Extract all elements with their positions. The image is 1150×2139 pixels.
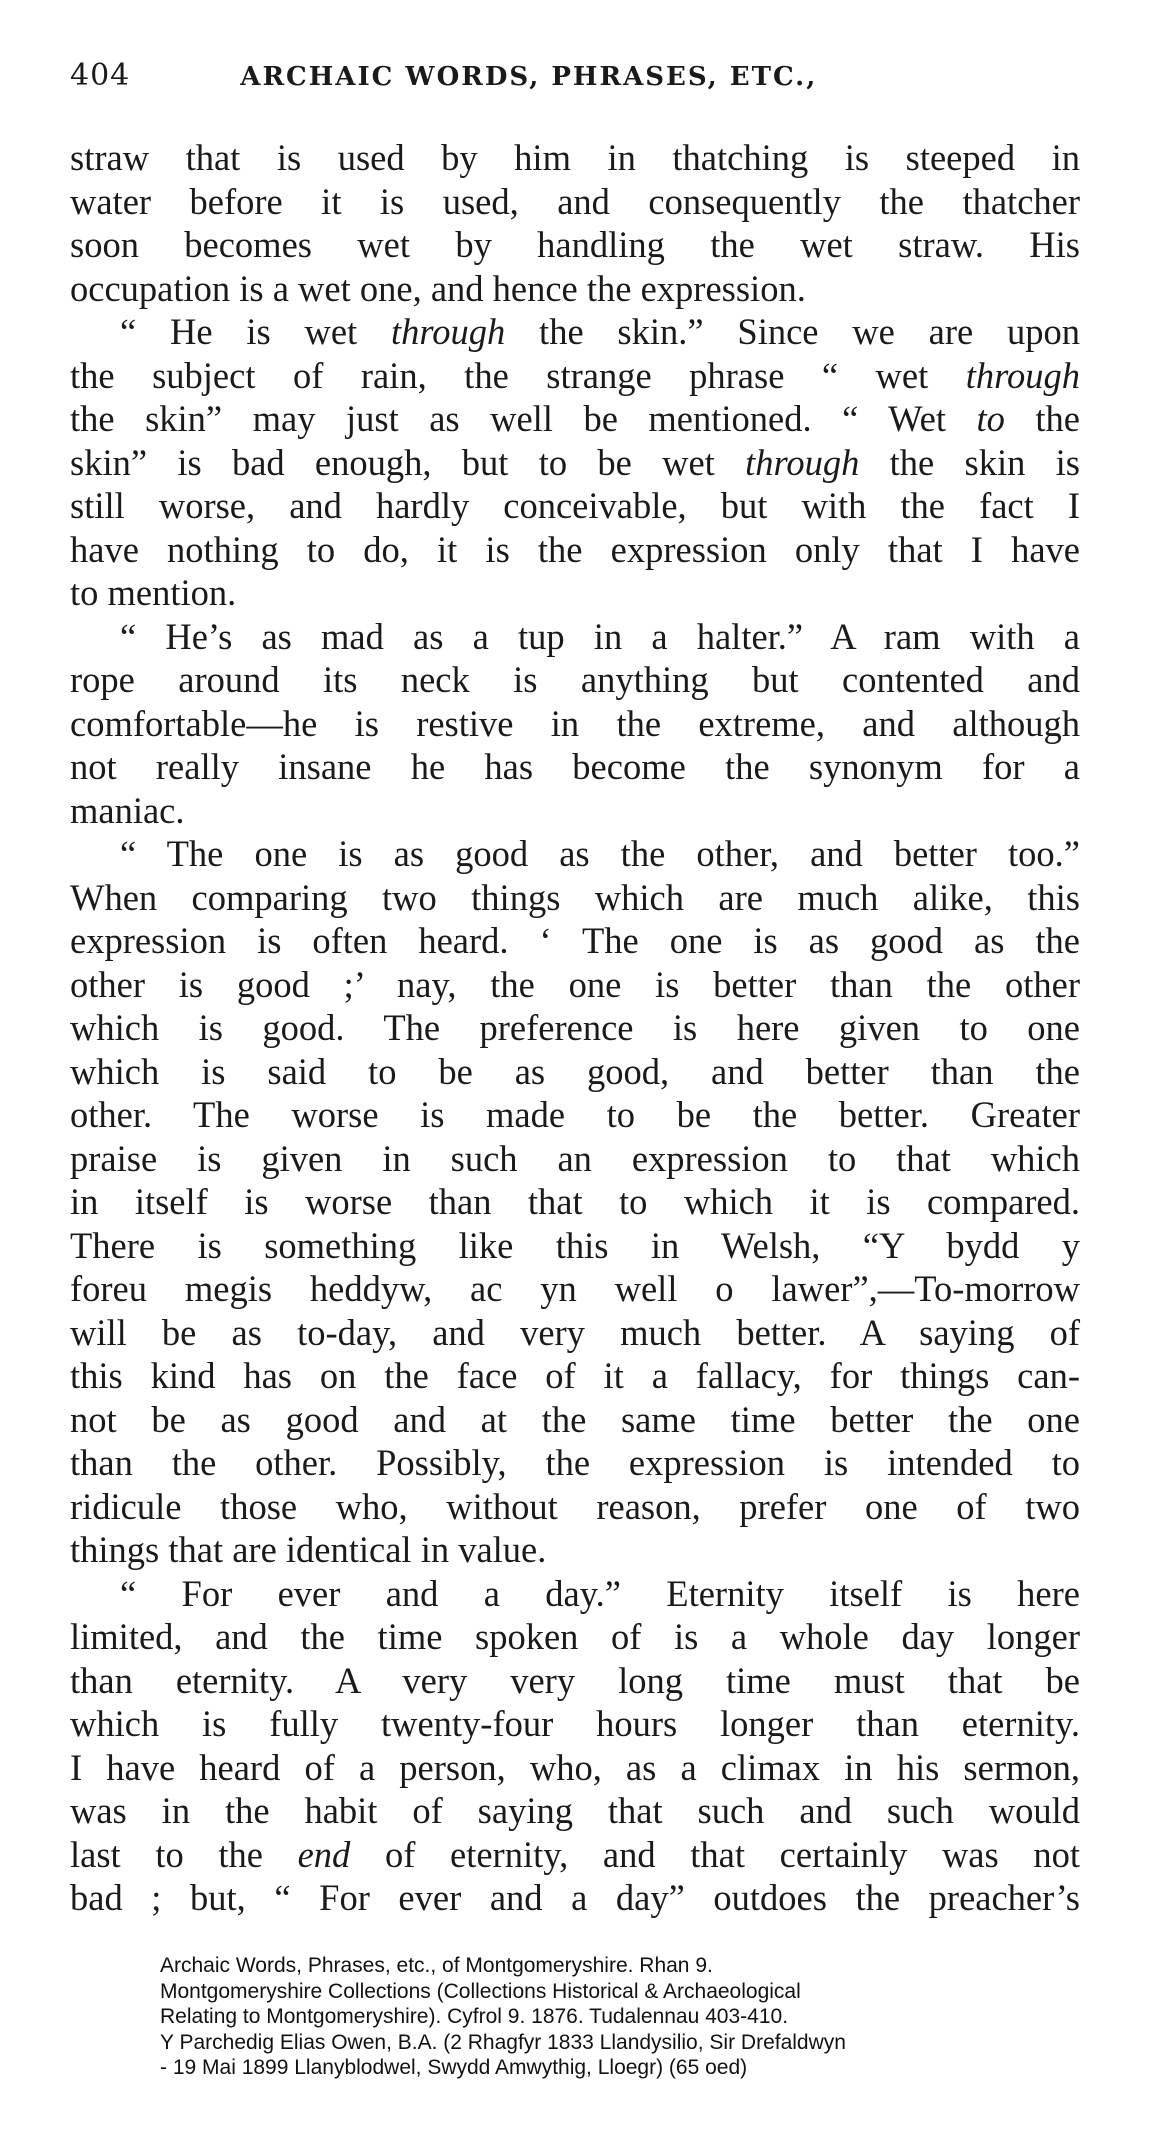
text-line <box>70 223 1080 267</box>
text-segment: “ For ever and a day.” Eternity itself is here <box>120 1572 1080 1614</box>
text-line <box>70 1572 1080 1616</box>
text-segment: which is good. The preference is here given to one <box>70 1007 1080 1048</box>
text-segment: expression is often heard. ‘ The one is as good as the <box>70 920 1080 961</box>
text-segment: this kind has on the face of it a fallacy, for things can- <box>70 1355 1080 1396</box>
text-line <box>70 745 1080 789</box>
text-segment: There is something like this in Welsh, “Y bydd y <box>70 1224 1080 1266</box>
text-segment: than eternity. A very very long time must that be <box>70 1659 1080 1701</box>
text-line <box>70 1180 1080 1224</box>
text-line <box>70 310 1080 354</box>
text-segment: not be as good and at the same time better the one <box>70 1398 1080 1440</box>
text-line <box>70 1267 1080 1311</box>
italic-text: end <box>297 1833 351 1875</box>
text-line <box>70 1528 1080 1572</box>
italic-text: through <box>745 441 860 483</box>
text-line <box>70 1702 1080 1746</box>
text-segment: praise is given in such an expression to that which <box>70 1137 1080 1179</box>
text-segment: rope around its neck is anything but contented and <box>70 659 1080 700</box>
text-line <box>70 832 1080 876</box>
text-line <box>70 1789 1080 1833</box>
text-line <box>70 1485 1080 1529</box>
running-header <box>70 58 1070 93</box>
text-segment: comfortable—he is restive in the extreme, and although <box>70 702 1080 744</box>
text-line <box>70 1876 1080 1920</box>
text-segment: straw that is used by him in thatching is steeped in <box>70 137 1080 178</box>
text-line <box>70 1137 1080 1181</box>
text-segment: the skin is <box>859 441 1080 483</box>
text-segment: ridicule those who, without reason, prefer one of two <box>70 1485 1080 1527</box>
text-line <box>70 615 1080 659</box>
text-line <box>70 1398 1080 1442</box>
text-line <box>70 441 1080 485</box>
text-line <box>70 1006 1080 1050</box>
text-line <box>70 876 1080 920</box>
italic-text: through <box>965 354 1080 396</box>
text-segment: which is fully twenty-four hours longer than eternity. <box>70 1703 1080 1744</box>
text-segment: was in the habit of saying that such and such would <box>70 1790 1080 1831</box>
text-segment: “ He’s as mad as a tup in a halter.” A ram with a <box>120 615 1080 657</box>
text-line <box>70 1224 1080 1268</box>
text-line <box>70 180 1080 224</box>
text-line <box>70 267 1080 311</box>
caption-line: Archaic Words, Phrases, etc., of Montgomeryshire. Rhan 9. <box>160 1954 713 1977</box>
caption-line: Montgomeryshire Collections (Collections Historical & Archaeological <box>160 1979 801 2003</box>
text-line <box>70 1615 1080 1659</box>
text-segment: limited, and the time spoken of is a whole day longer <box>70 1616 1080 1657</box>
text-line <box>70 1093 1080 1137</box>
text-segment: will be as to-day, and very much better. A saying of <box>70 1311 1080 1353</box>
text-line <box>70 571 1080 615</box>
text-segment: the skin” may just as well be mentioned. “ Wet <box>70 398 977 439</box>
text-segment: which is said to be as good, and better than the <box>70 1050 1080 1092</box>
text-line <box>70 658 1080 702</box>
text-line <box>70 528 1080 572</box>
caption-line: - 19 Mai 1899 Llanyblodwel, Swydd Amwythig, Lloegr) (65 oed) <box>160 2056 748 2079</box>
text-line <box>70 789 1080 833</box>
text-segment: bad ; but, “ For ever and a day” outdoes the preacher’s <box>70 1877 1080 1918</box>
text-segment: the skin.” Since we are upon <box>505 311 1080 352</box>
text-line <box>70 1833 1080 1877</box>
text-line <box>70 1441 1080 1485</box>
text-segment: I have heard of a person, who, as a climax in his sermon, <box>70 1746 1080 1788</box>
text-segment: the subject of rain, the strange phrase “ wet <box>70 354 966 396</box>
italic-text: to <box>976 398 1005 439</box>
italic-text: through <box>391 311 506 352</box>
text-line <box>70 397 1080 441</box>
text-segment: “ The one is as good as the other, and better too.” <box>120 833 1080 874</box>
text-segment: soon becomes wet by handling the wet straw. His <box>70 224 1080 265</box>
caption-line: Relating to Montgomeryshire). Cyfrol 9. 1876. Tudalennau 403-410. <box>160 2005 789 2028</box>
text-line <box>70 1746 1080 1790</box>
text-segment: of eternity, and that certainly was not <box>350 1833 1080 1875</box>
text-segment: in itself is worse than that to which it is compared. <box>70 1181 1080 1222</box>
text-segment: other. The worse is made to be the better. Greater <box>70 1094 1080 1135</box>
text-segment: things that are identical in value. <box>70 1529 547 1570</box>
text-line <box>70 136 1080 180</box>
page-number: 404 <box>70 58 131 93</box>
caption-line: Y Parchedig Elias Owen, B.A. (2 Rhagfyr 1833 Llandysilio, Sir Drefaldwyn <box>160 2030 846 2054</box>
text-segment: not really insane he has become the synonym for a <box>70 746 1080 787</box>
text-line <box>70 963 1080 1007</box>
text-line <box>70 1659 1080 1703</box>
text-segment: last to the <box>70 1833 298 1875</box>
text-segment: have nothing to do, it is the expression only that I have <box>70 528 1080 570</box>
text-segment: water before it is used, and consequently the thatcher <box>70 180 1080 222</box>
text-segment: other is good ;’ nay, the one is better than the other <box>70 963 1080 1005</box>
body-text <box>70 136 1080 1920</box>
text-segment: to mention. <box>70 572 237 613</box>
text-line <box>70 1050 1080 1094</box>
text-segment: maniac. <box>70 789 185 831</box>
text-line <box>70 919 1080 963</box>
text-line <box>70 1311 1080 1355</box>
running-title: ARCHAIC WORDS, PHRASES, ETC., <box>240 62 818 92</box>
text-line <box>70 354 1080 398</box>
text-segment: foreu megis heddyw, ac yn well o lawer”,—To-morrow <box>70 1268 1080 1309</box>
text-segment: occupation is a wet one, and hence the expression. <box>70 267 806 309</box>
text-segment: still worse, and hardly conceivable, but with the fact I <box>70 485 1080 526</box>
source-caption <box>160 1953 1020 2081</box>
text-segment: the <box>1004 398 1080 439</box>
text-segment: When comparing two things which are much alike, this <box>70 876 1080 918</box>
text-segment: than the other. Possibly, the expression is intended to <box>70 1442 1080 1483</box>
text-line <box>70 702 1080 746</box>
text-segment: “ He is wet <box>120 311 391 352</box>
text-segment: skin” is bad enough, but to be wet <box>70 441 746 483</box>
text-line <box>70 1354 1080 1398</box>
text-line <box>70 484 1080 528</box>
